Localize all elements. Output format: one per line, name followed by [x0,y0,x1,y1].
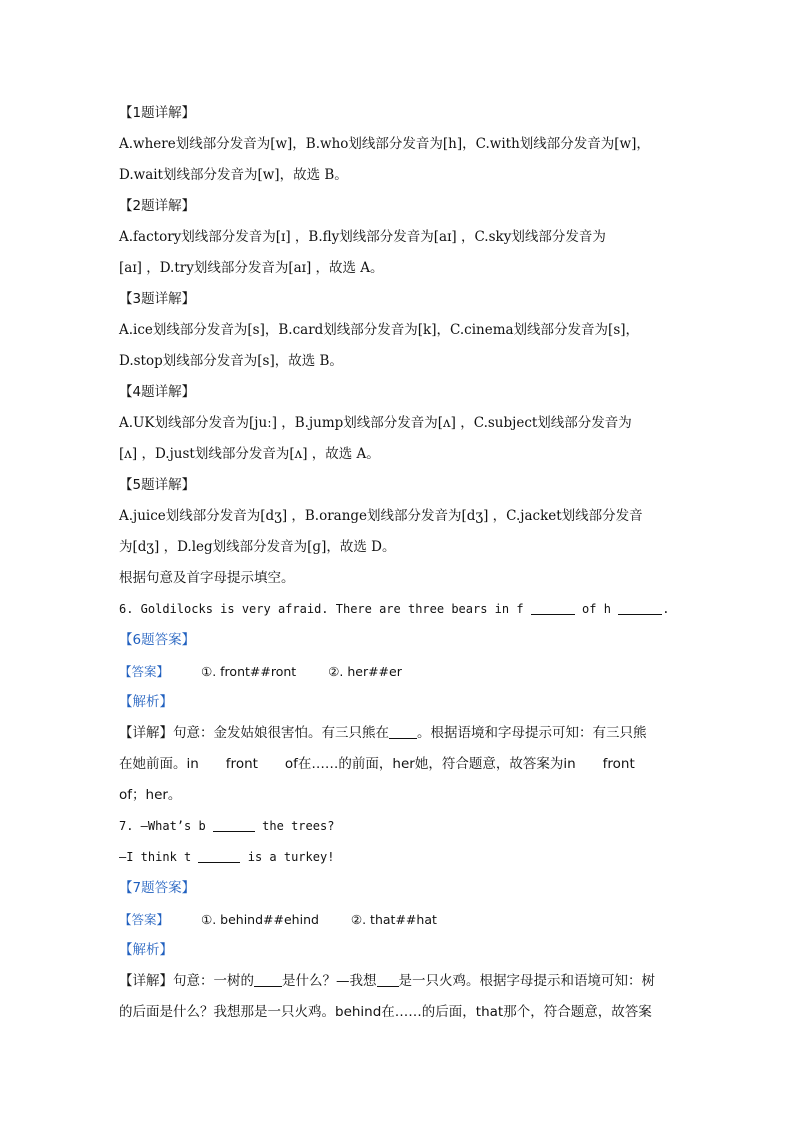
q6-answer-1: ①. front##ront [201,664,297,679]
q6-detail-part-a: 句意：金发姑娘很害怕。有三只熊在 [173,725,389,741]
q3-line1: A.ice划线部分发音为[s]，B.card划线部分发音为[k]，C.cinema划线部分发音为[s]， [119,322,640,338]
q6-answer-label: 【答案】 [119,664,170,679]
q7-detail-part-a: 句意：一树的 [173,973,254,989]
q6-detail-line2: 在她前面。in front of在……的前面，her她，符合题意，故答案为in front [119,756,635,772]
q7-detail-blank-1 [254,972,282,987]
q6-stem-part-b: of h [582,602,611,616]
q2-line1: A.factory划线部分发音为[ɪ] ，B.fly划线部分发音为[aɪ] ，C.sky划线部分发音为 [119,229,606,245]
section-instruction: 根据句意及首字母提示填空。 [119,570,295,586]
q7-detail-line1 [119,966,679,997]
q4-header: 【4题详解】 [119,384,196,400]
document-page [119,98,679,1028]
q6-stem [119,594,679,625]
q7-stem-line1 [119,811,679,842]
q2-header: 【2题详解】 [119,198,196,214]
q1-header: 【1题详解】 [119,105,196,121]
q6-stem-part-c: . [662,602,670,616]
q7-detail-part-c: 是一只火鸡。根据字母提示和语境可知：树 [398,973,655,989]
q5-header: 【5题详解】 [119,477,196,493]
q7-answer-line [119,904,679,935]
q1-line1: A.where划线部分发音为[w]，B.who划线部分发音为[h]，C.with划线部分发音为[w]， [119,136,650,152]
q5-line2: 为[dʒ] ，D.leg划线部分发音为[ɡ]，故选 D。 [119,539,396,555]
q1-line2: D.wait划线部分发音为[w]，故选 B。 [119,167,348,183]
q3-line2: D.stop划线部分发音为[s]，故选 B。 [119,353,343,369]
q7-stem1-part-a: 7. —What’s b [119,819,206,833]
q7-detail-blank-2 [377,972,399,987]
q7-detail-part-b: 是什么？—我想 [282,973,377,989]
q4-line1: A.UK划线部分发音为[juː] ，B.jump划线部分发音为[ʌ] ，C.subject划线部分发音为 [119,415,632,431]
q2-line2: [aɪ] ，D.try划线部分发音为[aɪ] ，故选 A。 [119,260,384,276]
q7-blank-2 [198,848,240,863]
q6-blank-1 [531,600,575,615]
q6-stem-part-a: 6. Goldilocks is very afraid. There are three bears in f [119,602,524,616]
q6-blank-2 [618,600,662,615]
q6-answer-header: 【6题答案】 [119,632,196,648]
q7-detail-line2: 的后面是什么？我想那是一只火鸡。behind在……的后面，that那个，符合题意，故答案 [119,1004,652,1020]
q7-stem2-part-b: is a turkey! [247,850,335,864]
q7-answer-label: 【答案】 [119,912,170,927]
q6-detail-label: 【详解】 [119,725,173,741]
q7-stem-line2 [119,842,679,873]
q7-stem1-part-b: the trees? [262,819,335,833]
q6-detail-line3: of；her。 [119,787,182,803]
q7-analysis-header: 【解析】 [119,942,173,958]
q5-line1: A.juice划线部分发音为[dʒ] ，B.orange划线部分发音为[dʒ] ，C.jacket划线部分发音 [119,508,643,524]
q3-header: 【3题详解】 [119,291,196,307]
q6-analysis-header: 【解析】 [119,694,173,710]
q6-detail-blank [389,724,417,739]
q7-blank-1 [213,817,255,832]
q6-detail-part-b: 。根据语境和字母提示可知：有三只熊 [417,725,647,741]
q4-line2: [ʌ] ，D.just划线部分发音为[ʌ] ，故选 A。 [119,446,380,462]
q6-answer-line [119,656,679,687]
q6-answer-2: ②. her##er [328,664,402,679]
q7-answer-2: ②. that##hat [350,912,437,927]
q7-answer-1: ①. behind##ehind [201,912,319,927]
q6-detail-line1 [119,718,679,749]
q7-detail-label: 【详解】 [119,973,173,989]
q7-stem2-part-a: —I think t [119,850,192,864]
q7-answer-header: 【7题答案】 [119,880,196,896]
